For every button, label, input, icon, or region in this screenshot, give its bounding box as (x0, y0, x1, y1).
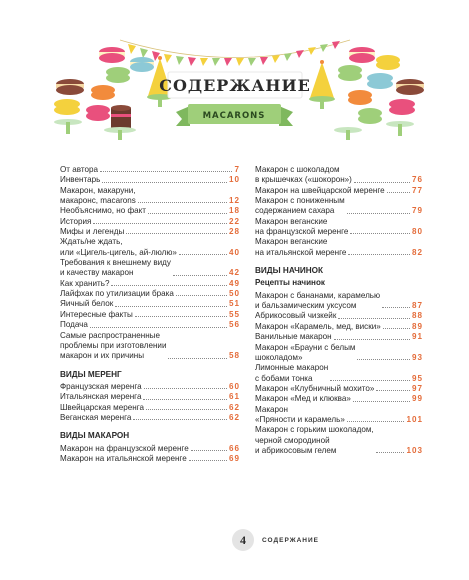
toc-page-number: 42 (228, 268, 240, 278)
toc-entry-title: Необъяснимо, но факт (60, 206, 146, 216)
toc-entry-title: Самые распространенные проблемы при изготовлении макарон и их причины (60, 330, 167, 361)
footer-label: СОДЕРЖАНИЕ (262, 536, 319, 544)
header-illustration (0, 0, 469, 160)
dot-leader (179, 254, 227, 255)
toc-page-number: 55 (228, 309, 240, 319)
dot-leader (357, 359, 410, 360)
toc-entry[interactable] (60, 392, 240, 402)
toc-page-number: 88 (411, 311, 423, 321)
toc-entry-title: Макарон «Брауни с белым шоколадом» (255, 342, 356, 362)
toc-page-number: 28 (228, 227, 240, 237)
toc-entry[interactable] (255, 237, 423, 258)
dot-leader (382, 307, 410, 308)
dot-leader (334, 339, 410, 340)
toc-entry-title: Макарон на швейцарской меренге (255, 185, 385, 195)
toc-entry[interactable] (60, 289, 240, 299)
toc-entry[interactable] (60, 454, 240, 464)
toc-entry-title: Лайфхак по утилизации брака (60, 289, 174, 299)
dot-leader (146, 409, 227, 410)
dot-leader (90, 327, 227, 328)
toc-entry-title: Швейцарская меренга (60, 402, 145, 412)
page-footer (232, 529, 319, 551)
macaron-cluster-right (309, 47, 424, 140)
toc-entry-title: Абрикосовый чизкейк (255, 311, 337, 321)
toc-page-number: 87 (411, 301, 423, 311)
toc-entry[interactable] (60, 320, 240, 330)
dot-leader (144, 388, 227, 389)
dot-leader (383, 328, 410, 329)
toc-entry[interactable] (255, 322, 423, 332)
toc-entry[interactable] (255, 332, 423, 342)
toc-entry[interactable] (60, 382, 240, 392)
section-heading: ВИДЫ МАКАРОН (60, 431, 130, 441)
dot-leader (111, 285, 227, 286)
toc-entry-title: Макарон с горьким шоколадом, черной смородиной и абрикосовым гелем (255, 425, 374, 455)
dot-leader (350, 233, 410, 234)
dot-leader (115, 306, 227, 307)
toc-page-number: 61 (228, 392, 240, 402)
toc-page-number: 40 (228, 247, 240, 257)
toc-entry[interactable] (60, 175, 240, 185)
toc-entry[interactable] (60, 279, 240, 289)
dot-leader (330, 380, 410, 381)
toc-entry-title: Как хранить? (60, 278, 110, 288)
toc-entry-title: Яичный белок (60, 299, 114, 309)
toc-entry[interactable] (60, 217, 240, 227)
dot-leader (338, 318, 410, 319)
toc-entry[interactable] (60, 403, 240, 413)
dot-leader (168, 358, 227, 359)
toc-page-number: 60 (228, 381, 240, 391)
dot-leader (93, 223, 227, 224)
toc-entry[interactable] (255, 394, 423, 404)
toc-entry[interactable] (60, 206, 240, 216)
toc-entry[interactable] (255, 196, 423, 217)
dot-leader (376, 452, 405, 453)
dot-leader (348, 254, 410, 255)
toc-page-number: 56 (228, 320, 240, 330)
toc-page-number: 51 (228, 299, 240, 309)
toc-entry[interactable] (255, 425, 423, 456)
page-number: 4 (232, 529, 254, 551)
toc-entry[interactable] (60, 413, 240, 423)
toc-entry-title: Макарон с бананами, карамелью и бальзамическим уксусом (255, 290, 381, 311)
toc-entry[interactable] (60, 310, 240, 320)
toc-entry-title: История (60, 216, 92, 226)
dot-leader (347, 213, 410, 214)
toc-entry[interactable] (255, 384, 423, 394)
toc-page-number: 93 (411, 352, 423, 362)
toc-page-number: 12 (228, 196, 240, 206)
dot-leader (102, 182, 227, 183)
toc-entry-title: Ждать/не ждать, или «Цигель-цигель, ай-люлю» (60, 237, 177, 257)
toc-page-number: 50 (228, 289, 240, 299)
toc-page-number: 10 (228, 175, 240, 185)
toc-entry[interactable] (255, 165, 423, 186)
toc-entry-title: Макарон, макаруни, макаронс, macarons (60, 185, 136, 206)
toc-entry[interactable] (255, 311, 423, 321)
toc-entry[interactable] (60, 258, 240, 279)
dot-leader (189, 460, 227, 461)
toc-entry[interactable] (60, 227, 240, 237)
toc-page-number: 99 (411, 394, 423, 404)
toc-entry-title: Французская меренга (60, 381, 142, 391)
dot-leader (143, 399, 227, 400)
toc-entry-title: Инвентарь (60, 175, 101, 185)
toc-entry[interactable] (255, 217, 423, 238)
ribbon-label: MACARONS (202, 111, 266, 121)
toc-entry[interactable] (60, 186, 240, 207)
dot-leader (353, 401, 410, 402)
bunting-flags (120, 40, 350, 66)
dot-leader (138, 202, 227, 203)
toc-entry-title: Итальянская меренга (60, 392, 142, 402)
dot-leader (100, 171, 232, 172)
toc-entry-title: Макарон веганские на французской меренге (255, 216, 349, 237)
section-heading: ВИДЫ МЕРЕНГ (60, 369, 122, 379)
toc-entry-title: Макарон «Карамель, мед, виски» (255, 321, 381, 331)
subsection-heading: Рецепты начинок (255, 278, 325, 288)
toc-page-number: 95 (411, 373, 423, 383)
toc-page-number: 77 (411, 185, 423, 195)
toc-entry-title: Макарон «Пряности и карамель» (255, 404, 345, 424)
toc-entry-title: Макарон на итальянской меренге (60, 453, 187, 463)
toc-entry-title: Макарон с шоколадом в крышечках («шокорон») (255, 165, 352, 185)
toc-column-right (255, 165, 423, 456)
toc-page-number: 79 (411, 206, 423, 216)
toc-entry-title: Лимонные макарон с бобами тонка (255, 363, 329, 383)
toc-entry[interactable] (60, 299, 240, 309)
toc-page-number: 76 (411, 175, 423, 185)
ribbon (176, 104, 293, 126)
dot-leader (126, 233, 227, 234)
toc-entry-title: Требования к внешнему виду и качеству макарон (60, 258, 171, 278)
toc-page-number: 7 (234, 165, 240, 174)
toc-entry-title: Веганская меренга (60, 412, 132, 422)
toc-page-number: 62 (228, 412, 240, 422)
macaron-cluster-left (54, 47, 173, 140)
dot-leader (387, 192, 410, 193)
toc-page-number: 89 (411, 321, 423, 331)
toc-entry[interactable] (60, 165, 240, 175)
toc-entry[interactable] (255, 186, 423, 196)
toc-entry[interactable] (255, 405, 423, 426)
dot-leader (376, 390, 410, 391)
toc-entry[interactable] (255, 291, 423, 312)
dot-leader (176, 295, 227, 296)
toc-entry-title: От автора (60, 165, 98, 174)
toc-entry-title: Макарон «Мед и клюква» (255, 394, 351, 404)
toc-entry[interactable] (255, 363, 423, 384)
dot-leader (133, 419, 227, 420)
dot-leader (191, 450, 227, 451)
toc-entry[interactable] (60, 444, 240, 454)
section-heading: ВИДЫ НАЧИНОК (255, 266, 324, 276)
toc-column-left (60, 165, 240, 464)
toc-page-number: 49 (228, 278, 240, 288)
toc-page-number: 103 (406, 445, 423, 455)
toc-entry[interactable] (255, 343, 423, 364)
toc-entry-title: Интересные факты (60, 309, 133, 319)
toc-entry[interactable] (60, 331, 240, 362)
toc-page-number: 69 (228, 453, 240, 463)
toc-entry-title: Макарон «Клубничный мохито» (255, 383, 375, 393)
toc-page-number: 66 (228, 443, 240, 453)
toc-entry-title: Макарон с пониженным содержанием сахара (255, 196, 345, 216)
toc-page-number: 97 (411, 383, 423, 393)
toc-page-number: 62 (228, 402, 240, 412)
dot-leader (173, 275, 227, 276)
toc-entry-title: Макарон на французской меренге (60, 443, 189, 453)
dot-leader (354, 182, 410, 183)
dot-leader (148, 213, 227, 214)
dot-leader (347, 421, 405, 422)
toc-entry-title: Ванильные макарон (255, 332, 332, 342)
toc-page-number: 82 (411, 247, 423, 257)
toc-entry-title: Мифы и легенды (60, 227, 125, 237)
page-title: СОДЕРЖАНИЕ (159, 76, 311, 95)
toc-page-number: 58 (228, 351, 240, 361)
dot-leader (135, 316, 227, 317)
toc-page-number: 22 (228, 216, 240, 226)
toc-entry-title: Подача (60, 320, 88, 330)
toc-page-number: 80 (411, 227, 423, 237)
toc-page-number: 18 (228, 206, 240, 216)
toc-entry-title: Макарон веганские на итальянской меренге (255, 237, 347, 257)
toc-entry[interactable] (60, 237, 240, 258)
toc-page-number: 91 (411, 332, 423, 342)
toc-page-number: 101 (406, 414, 423, 424)
